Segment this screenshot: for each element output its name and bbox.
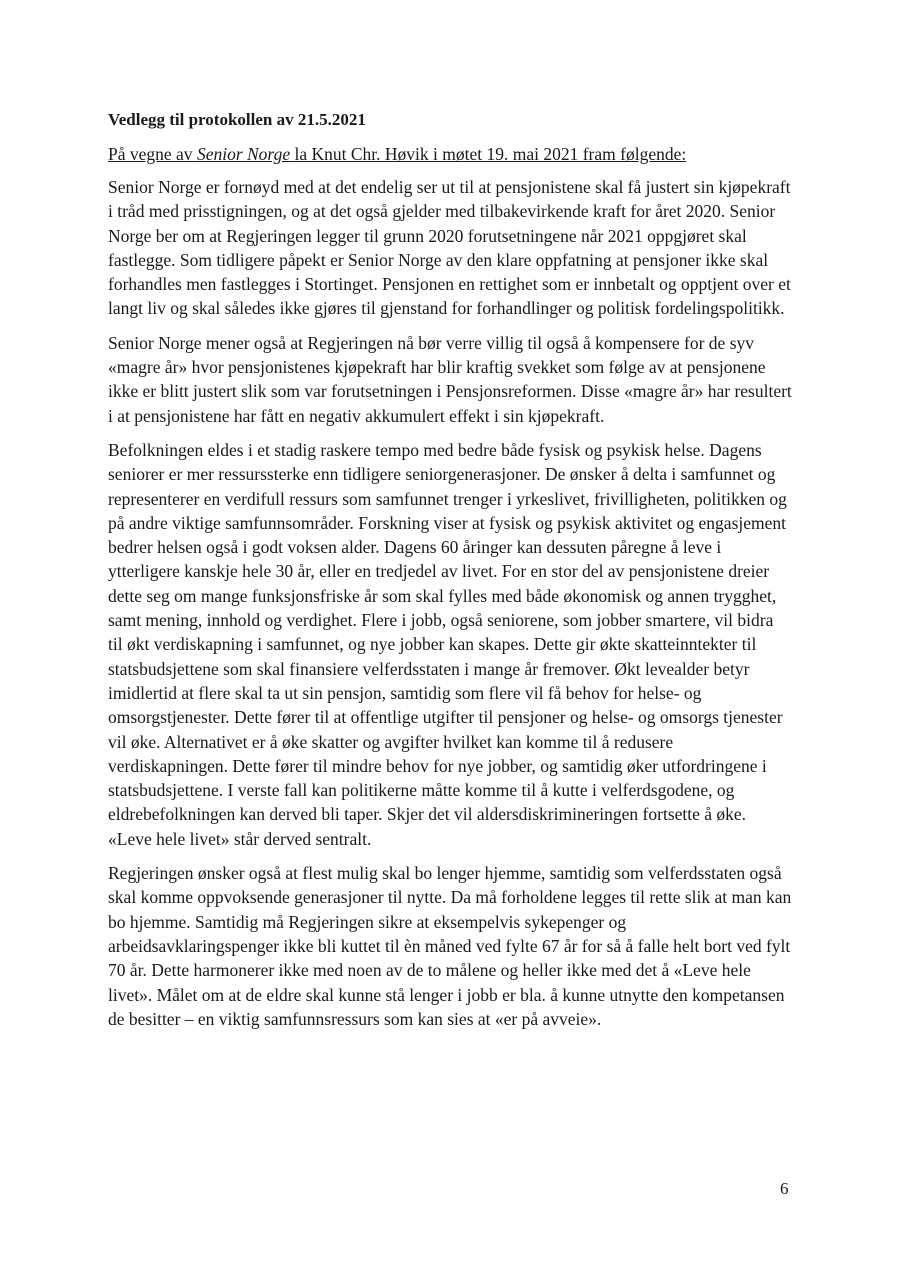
- paragraph: Regjeringen ønsker også at flest mulig skal bo lenger hjemme, samtidig som velferdsstaten også skal komme oppvoksende generasjoner til nytte. Da må forholdene legges til rette slik at man kan bo hjemme. Samtidig må Regjeringen sikre at eksempelvis sykepenger og arbeidsavklaringspenger ikke bli kuttet til èn måned ved fylte 67 år for så å falle helt bort ved fylt 70 år. Dette harmonerer ikke med noen av de to målene og heller ikke med det å «Leve hele livet». Målet om at de eldre skal kunne stå lenger i jobb er bla. å kunne utnytte den kompetansen de besitter – en viktig samfunnsressurs som kan sies at «er på avveie».: [108, 863, 792, 1029]
- page-number: 6: [780, 1179, 789, 1198]
- intro-organization: Senior Norge: [196, 144, 291, 164]
- paragraph: Befolkningen eldes i et stadig raskere tempo med bedre både fysisk og psykisk helse. Dagens seniorer er mer ressurssterke enn tidligere seniorgenerasjoner. De ønsker å delta i samfunnet og representerer en verdifull ressurs som samfunnet trenger i yrkeslivet, frivilligheten, politikken og på andre viktige samfunnsområder. Forskning viser at fysisk og psykisk aktivitet og engasjement bedrer helsen også i godt voksen alder. Dagens 60 åringer kan dessuten påregne å leve i ytterligere kanskje hele 30 år, eller en tredjedel av livet. For en stor del av pensjonistene dreier dette seg om mange funksjonsfriske år som skal fylles med både økonomisk og annen trygghet, samt mening, innhold og verdighet. Flere i jobb, også seniorene, som jobber smartere, vil bidra til økt verdiskapning i samfunnet, og nye jobber kan skapes. Dette gir økte skatteinntekter til statsbudsjettene som skal finansiere velferdsstaten i mange år fremover. Økt levealder betyr imidlertid at flere skal ta ut sin pensjon, samtidig som flere vil få behov for helse- og omsorgstjenester. Dette fører til at offentlige utgifter til pensjoner og helse- og omsorgs tjenester vil øke. Alternativet er å øke skatter og avgifter hvilket kan komme til å redusere verdiskapningen. Dette fører til mindre behov for nye jobber, og samtidig øker utfordringene i statsbudsjettene. I verste fall kan politikerne måtte komme til å kutte i velferdsgodene, og eldrebefolkningen kan derved bli taper. Skjer det vil aldersdiskrimineringen fortsette å øke. «Leve hele livet» står derved sentralt.: [108, 439, 787, 849]
- paragraph: Senior Norge mener også at Regjeringen nå bør verre villig til også å kompensere for de syv «magre år» hvor pensjonistenes kjøpekraft har blir kraftig svekket som følge av at pensjonene ikke er blitt justert slik som var forutsetningen i Pensjonsreformen. Disse «magre år» har resultert i at pensjonistene har fått en negativ akkumulert effekt i sin kjøpekraft.: [108, 332, 792, 426]
- document-heading: Vedlegg til protokollen av 21.5.2021: [108, 110, 366, 129]
- intro-suffix: la Knut Chr. Høvik i møtet 19. mai 2021 fram følgende:: [290, 144, 687, 164]
- intro-line: [108, 142, 686, 166]
- intro-prefix: På vegne av: [108, 144, 197, 164]
- paragraph: Senior Norge er fornøyd med at det endelig ser ut til at pensjonistene skal få justert sin kjøpekraft i tråd med prisstigningen, og at det også gjelder med tilbakevirkende kraft for året 2020. Senior Norge ber om at Regjeringen legger til grunn 2020 forutsetningene når 2021 oppgjøret skal fastlegge. Som tidligere påpekt er Senior Norge av den klare oppfatning at pensjoner ikke skal forhandles men fastlegges i Stortinget. Pensjonen en rettighet som er innbetalt og opptjent over et langt liv og skal således ikke gjøres til gjenstand for forhandlinger og politisk fordelingspolitikk.: [108, 177, 791, 319]
- body-text: [108, 175, 792, 1041]
